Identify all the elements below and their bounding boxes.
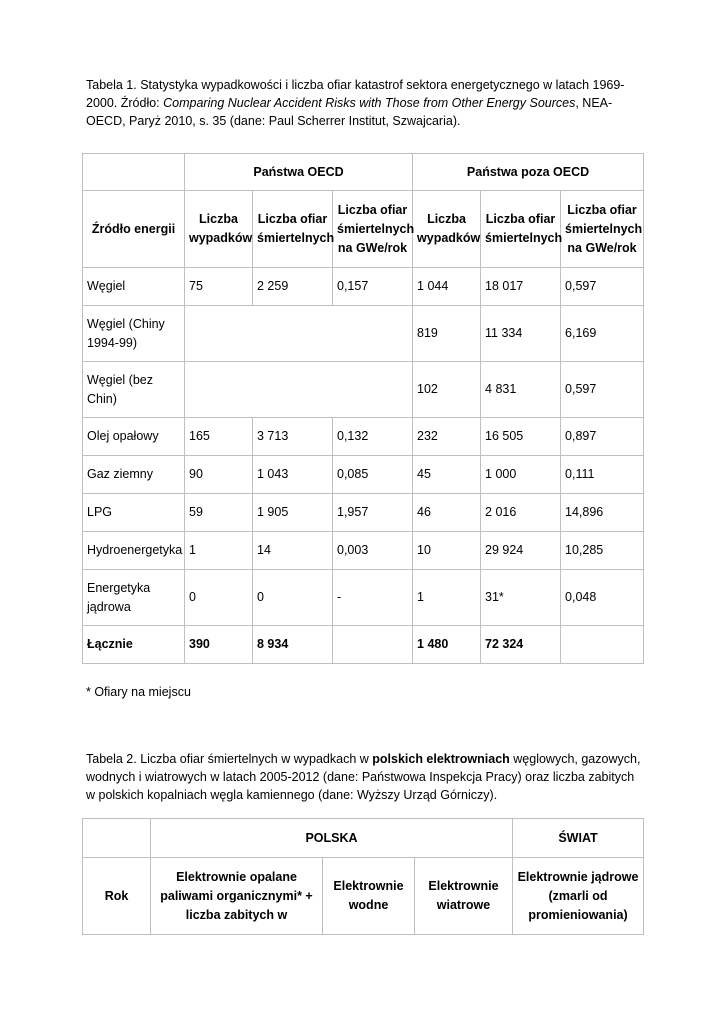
cell-non-oecd-accidents: 232 <box>413 418 481 456</box>
cell-oecd-accidents: 1 <box>185 532 253 570</box>
table-row <box>83 494 644 532</box>
cell-oecd-merged <box>185 362 413 418</box>
row-label: LPG <box>83 494 185 532</box>
cell-non-oecd-accidents: 45 <box>413 456 481 494</box>
cell-oecd-accidents: 75 <box>185 268 253 306</box>
row-label: Węgiel (Chiny 1994-99) <box>83 306 185 362</box>
cell-oecd-deaths: 0 <box>253 570 333 626</box>
cell-oecd-deaths: 3 713 <box>253 418 333 456</box>
cell-oecd-deaths: 14 <box>253 532 333 570</box>
row-label: Olej opałowy <box>83 418 185 456</box>
table-row <box>83 418 644 456</box>
cell-non-oecd-deaths-per-gwe: 0,111 <box>561 456 644 494</box>
group-world-header: ŚWIAT <box>513 819 644 858</box>
group-oecd-header: Państwa OECD <box>185 154 413 191</box>
cell-oecd-deaths-per-gwe: 0,085 <box>333 456 413 494</box>
cell-non-oecd-accidents: 819 <box>413 306 481 362</box>
header-source: Źródło energii <box>83 191 185 268</box>
table-row <box>83 268 644 306</box>
cell-oecd-deaths: 2 259 <box>253 268 333 306</box>
cell-oecd-deaths: 1 905 <box>253 494 333 532</box>
cell-oecd-accidents: 165 <box>185 418 253 456</box>
cell-oecd-accidents: 0 <box>185 570 253 626</box>
table-row <box>83 532 644 570</box>
header-deaths-oecd: Liczba ofiar śmiertelnych <box>253 191 333 268</box>
cell-non-oecd-accidents: 10 <box>413 532 481 570</box>
cell-non-oecd-deaths: 31* <box>481 570 561 626</box>
cell-oecd-accidents: 390 <box>185 626 253 664</box>
cell-non-oecd-deaths-per-gwe: 0,597 <box>561 362 644 418</box>
cell-oecd-deaths-per-gwe <box>333 626 413 664</box>
cell-oecd-deaths-per-gwe: 0,132 <box>333 418 413 456</box>
cell-non-oecd-deaths: 16 505 <box>481 418 561 456</box>
cell-non-oecd-accidents: 1 <box>413 570 481 626</box>
cell-non-oecd-deaths-per-gwe <box>561 626 644 664</box>
header-accidents-non-oecd: Liczba wypadków <box>413 191 481 268</box>
header-deaths-per-gwe-non-oecd: Liczba ofiar śmiertelnych na GWe/rok <box>561 191 644 268</box>
cell-non-oecd-deaths-per-gwe: 0,597 <box>561 268 644 306</box>
row-label: Gaz ziemny <box>83 456 185 494</box>
cell-non-oecd-deaths-per-gwe: 0,897 <box>561 418 644 456</box>
cell-non-oecd-deaths: 72 324 <box>481 626 561 664</box>
header-year: Rok <box>83 858 151 935</box>
cell-oecd-deaths: 1 043 <box>253 456 333 494</box>
cell-non-oecd-accidents: 1 480 <box>413 626 481 664</box>
table2 <box>82 818 644 935</box>
cell-oecd-deaths-per-gwe: 0,003 <box>333 532 413 570</box>
header-deaths-non-oecd: Liczba ofiar śmiertelnych <box>481 191 561 268</box>
cell-oecd-deaths-per-gwe: - <box>333 570 413 626</box>
header-deaths-per-gwe-oecd: Liczba ofiar śmiertelnych na GWe/rok <box>333 191 413 268</box>
cell-oecd-merged <box>185 306 413 362</box>
cell-oecd-accidents: 59 <box>185 494 253 532</box>
row-label: Energetyka jądrowa <box>83 570 185 626</box>
table-row <box>83 306 644 362</box>
cell-non-oecd-deaths-per-gwe: 14,896 <box>561 494 644 532</box>
cell-non-oecd-deaths: 18 017 <box>481 268 561 306</box>
row-label: Węgiel (bez Chin) <box>83 362 185 418</box>
header-hydro-plants: Elektrownie wodne <box>323 858 415 935</box>
cell-non-oecd-accidents: 102 <box>413 362 481 418</box>
row-label: Łącznie <box>83 626 185 664</box>
table-row <box>83 456 644 494</box>
cell-oecd-deaths-per-gwe: 1,957 <box>333 494 413 532</box>
cell-non-oecd-deaths: 2 016 <box>481 494 561 532</box>
table1-footnote: * Ofiary na miejscu <box>86 685 191 699</box>
table-row <box>83 362 644 418</box>
cell-non-oecd-deaths: 11 334 <box>481 306 561 362</box>
cell-non-oecd-deaths-per-gwe: 0,048 <box>561 570 644 626</box>
row-label: Hydroenergetyka <box>83 532 185 570</box>
table2-caption: Tabela 2. Liczba ofiar śmiertelnych w wypadkach w polskich elektrowniach węglowych, gazowych, wodnych i wiatrowych w latach 2005-2012 (dane: Państwowa Inspekcja Pracy) oraz liczba zabitych w polskich kopalniach węgla kamiennego (dane: Wyższy Urząd Górniczy). <box>86 752 641 802</box>
cell-oecd-deaths: 8 934 <box>253 626 333 664</box>
group-poland-header: POLSKA <box>151 819 513 858</box>
cell-non-oecd-deaths: 29 924 <box>481 532 561 570</box>
cell-non-oecd-deaths-per-gwe: 6,169 <box>561 306 644 362</box>
cell-non-oecd-accidents: 46 <box>413 494 481 532</box>
cell-oecd-accidents: 90 <box>185 456 253 494</box>
table-row <box>83 570 644 626</box>
row-label: Węgiel <box>83 268 185 306</box>
group-non-oecd-header: Państwa poza OECD <box>413 154 644 191</box>
header-nuclear-plants: Elektrownie jądrowe (zmarli od promieniowania) <box>513 858 644 935</box>
cell-non-oecd-deaths-per-gwe: 10,285 <box>561 532 644 570</box>
cell-non-oecd-accidents: 1 044 <box>413 268 481 306</box>
table-row <box>83 626 644 664</box>
cell-non-oecd-deaths: 4 831 <box>481 362 561 418</box>
corner-cell <box>83 154 185 191</box>
cell-non-oecd-deaths: 1 000 <box>481 456 561 494</box>
header-fossil-plants: Elektrownie opalane paliwami organicznymi* + liczba zabitych w <box>151 858 323 935</box>
header-accidents-oecd: Liczba wypadków <box>185 191 253 268</box>
table1 <box>82 153 644 664</box>
table1-caption: Tabela 1. Statystyka wypadkowości i liczba ofiar katastrof sektora energetycznego w latach 1969-2000. Źródło: Comparing Nuclear Accident Risks with Those from Other Energy Sources, NEA-OECD, Paryż 2010, s. 35 (dane: Paul Scherrer Institut, Szwajcaria). <box>86 78 625 128</box>
corner-cell <box>83 819 151 858</box>
header-wind-plants: Elektrownie wiatrowe <box>415 858 513 935</box>
cell-oecd-deaths-per-gwe: 0,157 <box>333 268 413 306</box>
